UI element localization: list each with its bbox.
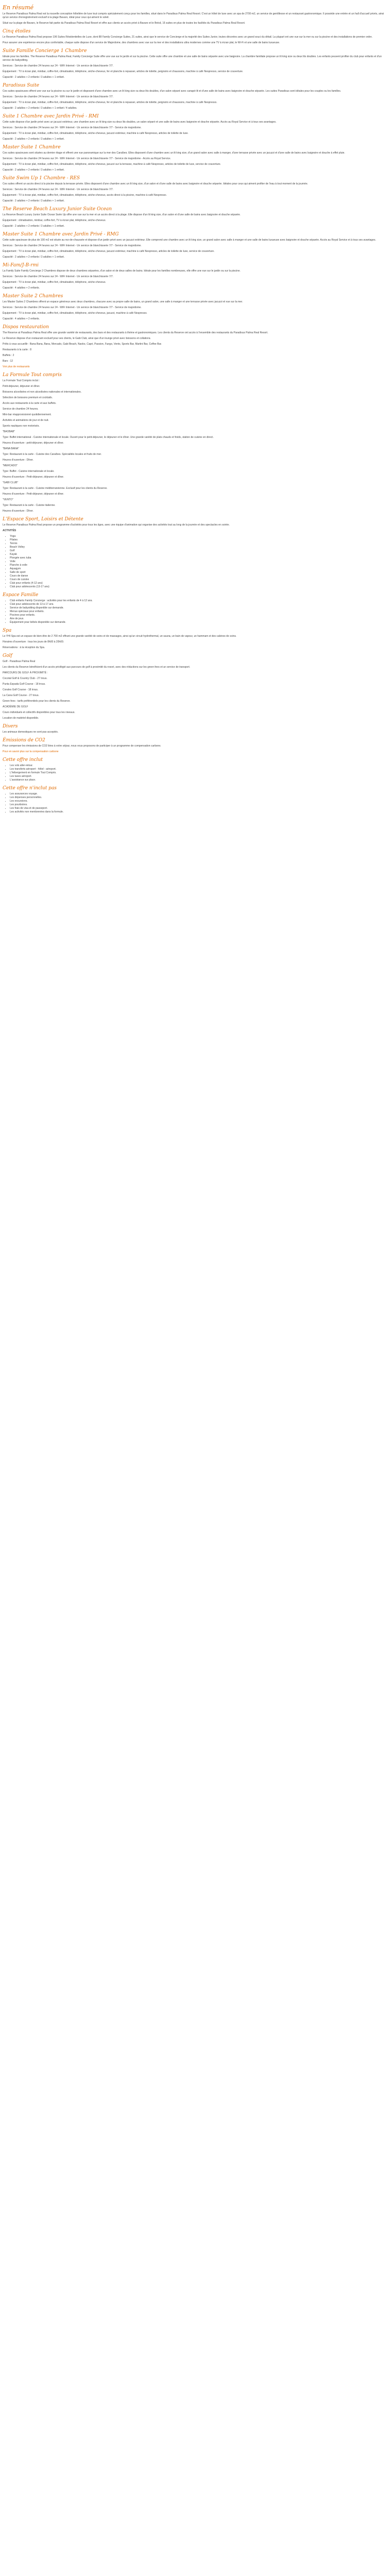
section-mi-fam-rmi: [3, 262, 388, 290]
list-item: • Club pour adolescents de 13 à 17 ans.: [10, 603, 388, 606]
section-paragraph: Équipement : climatisation, minibar, coffre-fort, TV à écran plat, téléphone, sèche-cheveux.: [3, 219, 106, 222]
list-item: • Salle de sport: [10, 571, 388, 574]
section-paragraph: Le YHI Spa est un espace de bien-être de 2 700 m2 offrant une grande variété de soins et de massages, ainsi qu'un circuit hydrothermal, un sauna, un bain de vapeur, un hammam et des cabines de soins.: [3, 635, 237, 638]
section-paragraph: ACADÉMIE DE GOLF: [3, 705, 28, 708]
section-suite-1-chambre-avec-jardin: [3, 113, 388, 141]
section-paragraph: Le Reserve Paradisus Palma Real est la nouvelle conception hôtelière de luxe tout compris spécialement conçu pour les familles, situé dans le Paradisus Palma Real Resort. C'est un hôtel de luxe avec un spa de 2700 m2, un service de gentillesse et un restaurant gastronomique. Il possède une entrée et un hall d'accueil privés, ainsi qu'un service d'enregistrement exclusif à la plage Bavaro, idéal pour ceux qui aiment le soleil.: [3, 12, 384, 19]
section-paragraph: Buffets : 2: [3, 354, 14, 357]
section-paragraph: Cocotal Golf & Country Club - 27 trous.: [3, 677, 47, 680]
more-info-link[interactable]: Pour en savoir plus sur la compensation carbone: [3, 750, 59, 753]
section-heading: Émissions de CO2: [3, 738, 45, 743]
section-heading: La Formule Tout compris: [3, 372, 62, 378]
section-paragraph: Les clients du Reserve bénéficient d'un accès privilégié aux parcours de golf à proximité du resort, avec des réductions sur les green fees et un service de transport.: [3, 666, 190, 669]
section-heading: Master Suite 1 Chambre avec Jardin Privé - RMG: [3, 232, 119, 237]
section-dispos-restauration: [3, 324, 388, 369]
section-paragraph: Services : Service de chambre 24 heures sur 24 - WiFi Internet - Un service de blanchisserie 7/7 - Service de majordome.: [3, 306, 142, 309]
list-item: • Cours de danse: [10, 574, 388, 578]
section-paragraph: Situé sur la plage de Bavaro, le Reserve fait partie du Paradisus Palma Real Resort et offre aux clients un accès privé à Bavaro et le Brésil, 15 suites en plus de toutes les facilités du Paradisus Palma Real Resort.: [3, 22, 246, 25]
section-paragraph: The Reserve at Paradisus Palma Real offre une grande variété de restaurants, des bars et des restaurants à thème et gastronomiques. Les clients du Reserve ont accès à l'ensemble des restaurants du Paradisus Palma Real Resort.: [3, 331, 268, 334]
section-paradisus-suite: [3, 82, 388, 110]
section-paragraph: Heures d'ouverture : Dîner.: [3, 459, 34, 462]
section-cette-offre-inclut: [3, 757, 388, 782]
section-paragraph: Service de chambre 24 heures.: [3, 408, 39, 411]
section-paragraph: PARCOURS DE GOLF À PROXIMITÉ :: [3, 671, 48, 674]
section-paragraph: Équipement : TV à écran plat, minibar, coffre-fort, climatisation, téléphone, sèche-cheveux, jacuzzi, machine à café Nespresso.: [3, 312, 148, 315]
section-paragraph: Punta Espada Golf Course - 18 trous.: [3, 683, 46, 686]
section-paragraph: La Family Suite Family Concierge 2 Chambres dispose de deux chambres séparées, d'un salon et de deux salles de bains. Idéale pour les familles nombreuses, elle offre une vue sur le jardin ou sur la piscine.: [3, 269, 241, 273]
section-heading: Suite Famille Concierge 1 Chambre: [3, 48, 87, 54]
section-divers: [3, 723, 388, 734]
section-heading: Espace Famille: [3, 592, 39, 598]
section-paragraph: Services : Service de chambre 24 heures sur 24 - WiFi Internet - Un service de blanchisserie 7/7.: [3, 64, 113, 67]
section-heading: Suite 1 Chambre avec Jardin Privé - RMI: [3, 114, 99, 119]
list-item: • Les excursions.: [10, 800, 388, 803]
bullet-list: [3, 535, 388, 589]
section-paragraph: Services : Service de chambre 24 heures sur 24 - WiFi Internet - Un service de blanchisserie 7/7.: [3, 188, 113, 191]
section-cette-offre-n-inclut-pas: [3, 785, 388, 814]
section-paragraph: Équipement : TV à écran plat, minibar, coffre-fort, climatisation, téléphone, sèche-cheveux, accès direct à la piscine, machine à café Nespresso.: [3, 194, 167, 197]
section-paragraph: Bars : 12: [3, 360, 13, 363]
section-paragraph: Le Reserve Paradisus Palma Real propose 196 Suites Résidentielles de Luxe, dont 88 Family Concierge Suites, 21 suites, ainsi que le service de Concierge et la majorité des Suites Junior, toutes décorées avec un grand souci du détail. La plupart ont une vue sur la mer ou sur la piscine et des installations de premier ordre.: [3, 36, 373, 39]
bullet-list: [3, 792, 388, 814]
section-heading: Cette offre n'inclut pas: [3, 786, 57, 791]
section-paragraph: La Reserve Beach Luxury Junior Suite Ocean Swim Up offre une vue sur la mer et un accès direct à la plage. Elle dispose d'un lit king size, d'un salon et d'une salle de bains avec baignoire et douche séparée.: [3, 213, 241, 216]
section-paragraph: Pour compenser les émissions de CO2 liées à votre séjour, nous vous proposons de participer à un programme de compensation carbone.: [3, 744, 161, 748]
section-paragraph: Équipement : TV à écran plat, minibar, coffre-fort, climatisation, téléphone, sèche-cheveux, fer et planche à repasser, articles de toilette, peignoirs et chaussons, machine à café Nespresso.: [3, 101, 217, 104]
section-heading: Spa: [3, 628, 12, 633]
section-paragraph: Heures d'ouverture : Petit-déjeuner, déjeuner et dîner.: [3, 476, 64, 479]
section-paragraph: Restaurants à la carte : 8: [3, 348, 31, 351]
section-en-resume: [3, 4, 388, 25]
page-content: [0, 0, 391, 817]
more-info-link[interactable]: Voir plus de restaurants: [3, 365, 30, 368]
list-item: • Plongée avec tuba: [10, 556, 388, 560]
bullet-list: [3, 764, 388, 782]
section-paragraph: La Formule Tout Compris inclut :: [3, 379, 40, 382]
section-paragraph: Cette suite dispose d'un jardin privé avec un jacuzzi extérieur, une chambre avec un lit king size ou deux lits doubles, un salon séparé et une salle de bains avec baignoire et douche séparée. Accès au Royal Service et à tous ses avantages.: [3, 121, 276, 124]
section-paragraph: Équipement : TV à écran plat, minibar, coffre-fort, climatisation, téléphone, sèche-cheveux, jacuzzi extérieur, machine à café Nespresso, articles de toilette de luxe, service de couverture.: [3, 250, 215, 253]
section-paragraph: Sports nautiques non motorisés.: [3, 425, 40, 428]
section-paragraph: Horaires d'ouverture : tous les jours de 8h00 à 20h00.: [3, 640, 64, 643]
section-paragraph: Capacité : 2 adultes + 2 enfants / 3 adultes + 1 enfant.: [3, 225, 65, 228]
list-item: • Golf: [10, 549, 388, 553]
section-paragraph: Services : Service de chambre 24 heures sur 24 - WiFi Internet - Un service de blanchisserie 7/7.: [3, 95, 113, 98]
list-item: • L'hébergement en formule Tout Compris.: [10, 771, 388, 775]
section-heading: Paradisus Suite: [3, 83, 40, 88]
list-item: • Aquagym: [10, 567, 388, 571]
section-paragraph: Équipement : TV à écran plat, minibar, coffre-fort, climatisation, téléphone, sèche-cheveux, fer et planche à repasser, articles de toilette, peignoirs et chaussons, machine à café Nespresso, service de couverture.: [3, 70, 243, 73]
bullet-list: [3, 599, 388, 624]
section-heading: Master Suite 2 Chambres: [3, 294, 63, 299]
section-paragraph: Idéale pour les familles. The Reserve Paradisus Palma Real, Family Concierge Suite offre une vue sur le jardin et sur la piscine. Cette suite offre une chambre et une salle de bains séparée avec une baignoire. La chambre familiale propose un lit king size ou deux lits doubles. Les enfants peuvent profiter du club pour enfants et d'un service de babysitting.: [3, 55, 382, 62]
list-item: • Club enfants Family Concierge : activités pour les enfants de 4 à 12 ans.: [10, 599, 388, 603]
list-item: • Menus spéciaux pour enfants.: [10, 610, 388, 614]
section-paragraph: Services : Service de chambre 24 heures sur 24 - WiFi Internet - Un service de blanchisserie 7/7 - Service de majordome - Accès au Royal Service.: [3, 157, 171, 160]
section-paragraph: Petit-déjeuner, déjeuner et dîner.: [3, 385, 40, 388]
section-paragraph: Heures d'ouverture : Dîner.: [3, 510, 34, 513]
list-item: • Les transferts aéroport - hôtel - aéroport.: [10, 768, 388, 771]
section-master-suite-2: [3, 293, 388, 321]
section-paragraph: Sélection de boissons premium et cocktails.: [3, 396, 53, 399]
section-paragraph: Cette suite spacieuse de plus de 100 m2 est située au rez-de-chaussée et dispose d'un jardin privé avec un jacuzzi extérieur. Elle comprend une chambre avec un lit king size, un grand salon avec salle à manger et une salle de bains luxueuse avec baignoire et douche séparée. Accès au Royal Service et à tous ses avantages.: [3, 239, 376, 242]
section-paragraph: Réservations : à la réception du Spa.: [3, 646, 45, 649]
list-item: • Les pourboires.: [10, 803, 388, 807]
section-paragraph: Services : Service de chambre 24 heures sur 24 - WiFi Internet - Un service de blanchisserie 7/7.: [3, 275, 113, 278]
list-item: • Cours de cuisine: [10, 578, 388, 582]
section-paragraph: Location de matériel disponible.: [3, 717, 39, 720]
list-item: • Club pour adolescents (13-17 ans): [10, 585, 388, 589]
section-paragraph: Le Reserve Paradisus Palma Real propose un programme d'activités pour tous les âges, avec une équipe d'animation qui organise des activités tout au long de la journée et des spectacles en soirée.: [3, 523, 230, 527]
section-paragraph: Type: Restaurant à la carte - Cuisine des Caraïbes. Spécialités locales et fruits de mer.: [3, 453, 102, 456]
section-paragraph: Les Master Suites 2 Chambres offrent un espace généreux avec deux chambres, chacune avec sa propre salle de bains, un grand salon, une salle à manger et une terrasse privée avec jacuzzi et vue sur la mer.: [3, 300, 243, 303]
section-cinq-etoiles: [3, 28, 388, 45]
list-item: • Voile: [10, 560, 388, 564]
section-paragraph: La Cana Golf Course - 27 trous.: [3, 694, 39, 697]
list-item: • Beach Volley: [10, 546, 388, 549]
section-paragraph: Type: Buffet international - Cuisine internationale et locale. Ouvert pour le petit-déjeuner, le déjeuner et le dîner. Une grande variété de plats chauds et froids, station de cuisine en direct.: [3, 436, 214, 439]
section-heading: L'Espace Sport, Loisirs et Détente: [3, 517, 84, 522]
section-paragraph: Type: Restaurant à la carte - Cuisine méditerranéenne. Exclusif pour les clients du Reserve.: [3, 487, 108, 490]
list-item: • Les dépenses personnelles.: [10, 796, 388, 800]
list-item: • Les vols aller-retour.: [10, 764, 388, 768]
section-spa: [3, 628, 388, 650]
section-paragraph: Golf - Paradisus Palma Real: [3, 660, 36, 663]
section-paragraph: Capacité : 4 adultes + 2 enfants.: [3, 317, 40, 320]
section-emissions: [3, 737, 388, 754]
section-master-suite-1: [3, 144, 388, 172]
section-reserve-beach-luxury-junior: [3, 206, 388, 228]
section-paragraph: Services : Service de chambre 24 heures sur 24 - WiFi Internet - Un service de blanchisserie 7/7 - Service de majordome.: [3, 244, 142, 247]
list-item: • Yoga: [10, 535, 388, 538]
list-item: • Équipement pour bébés disponible sur demande.: [10, 621, 388, 624]
list-item: • Tennis: [10, 542, 388, 546]
section-paragraph: Le Reserve dispose d'un restaurant exclusif pour ses clients, le Gabi Club, ainsi que d'un lounge privé avec boissons et collations.: [3, 337, 151, 340]
list-item: • Les frais de visa et de passeport.: [10, 807, 388, 810]
section-formule-tout-compris: [3, 372, 388, 428]
section-paragraph: Équipement : TV à écran plat, minibar, coffre-fort, climatisation, téléphone, sèche-cheveux, jacuzzi sur la terrasse, machine à café Nespresso, articles de toilette de luxe, service de couverture.: [3, 163, 221, 166]
section-paragraph: "VENTO": [3, 498, 13, 501]
section-heading: Cette offre inclut: [3, 757, 43, 762]
section-paragraph: Équipement : TV à écran plat, minibar, coffre-fort, climatisation, téléphone, sèche-cheveux.: [3, 281, 106, 284]
section-paragraph: Type: Restaurant à la carte - Cuisine italienne.: [3, 504, 56, 507]
list-item: • Planche à voile: [10, 564, 388, 567]
section-paragraph: "MERCADO": [3, 464, 18, 467]
section-paragraph: Ces suites offrent un accès direct à la piscine depuis la terrasse privée. Elles disposent d'une chambre avec un lit king size, d'un salon et d'une salle de bains avec baignoire et douche séparée. Idéales pour ceux qui aiment profiter de l'eau à tout moment de la journée.: [3, 182, 308, 185]
section-paragraph: "BAOBAB": [3, 430, 15, 433]
section-paragraph: Mini-bar réapprovisionné quotidiennement.: [3, 413, 52, 416]
list-title: ACTIVITÉS: [3, 529, 17, 532]
section-suite-swim-up-1: [3, 175, 388, 203]
section-heading: En résumé: [3, 4, 34, 11]
list-item: • Les assurances voyage.: [10, 792, 388, 796]
section-espace-sport: [3, 516, 388, 589]
section-paragraph: Capacité : 2 adultes + 2 enfants / 3 adultes + 1 enfant.: [3, 138, 65, 141]
list-item: • Club pour enfants (4-12 ans): [10, 582, 388, 585]
section-heading: Master Suite 1 Chambre: [3, 145, 61, 150]
section-heading: Golf: [3, 653, 12, 658]
section-paragraph: "GABI CLUB": [3, 481, 19, 484]
section-heading: Divers: [3, 724, 18, 729]
section-paragraph: Prêts à vous accueillir : Bana Bana, Bana, Mercado, Gabi Beach, Naoko, Capri, Passion, Fuego, Vento, Sports Bar, Martini Bar, Coffee Bar.: [3, 343, 162, 346]
section-paragraph: Capacité : 2 adultes + 2 enfants / 3 adultes + 1 enfant.: [3, 199, 65, 202]
section-paragraph: Heures d'ouverture : petit-déjeuner, déjeuner et dîner.: [3, 442, 64, 445]
section-heading: Cinq étoiles: [3, 29, 31, 34]
section-paragraph: Capacité : 2 adultes + 2 enfants / 3 adultes + 1 enfant / 4 adultes.: [3, 107, 77, 110]
section-paragraph: Pour assurer une expérience encore plus confortable, chaque suite dispose d'un service de Majordome, des chambres avec vue sur la mer et des installations ultra modernes comme une TV à écran plat, le Wi-Fi et une salle de bains luxueuse.: [3, 41, 280, 44]
list-item: • Kayak: [10, 553, 388, 556]
section-heading: Dispos restauration: [3, 325, 49, 330]
section-paragraph: "BANA BANA": [3, 447, 19, 450]
section-heading: Mi-Fam/J-B-rmi: [3, 263, 39, 268]
section-heading: Suite Swim Up 1 Chambre - RES: [3, 176, 80, 181]
section-paragraph: Services : Service de chambre 24 heures sur 24 - WiFi Internet - Un service de blanchisserie 7/7 - Service de majordome.: [3, 126, 142, 129]
section-paragraph: Équipement : TV à écran plat, minibar, coffre-fort, climatisation, téléphone, sèche-cheveux, jacuzzi extérieur, machine à café Nespresso, articles de toilette de luxe.: [3, 132, 189, 135]
section-paragraph: Cours individuels et collectifs disponibles pour tous les niveaux.: [3, 711, 75, 714]
list-item: • Pilates: [10, 538, 388, 542]
section-paragraph: Accès aux restaurants à la carte et aux buffets.: [3, 402, 57, 405]
list-item: • L'assistance sur place.: [10, 778, 388, 782]
section-paragraph: Ces suites spacieuses sont situées au dernier étage et offrent une vue panoramique sur la mer des Caraïbes. Elles disposent d'une chambre avec un lit king size, d'un grand salon avec salle à manger, d'une terrasse privée avec un jacuzzi et d'une salle de bains avec baignoire et douche à effet pluie.: [3, 151, 345, 155]
section-heading: The Reserve Beach Luxury Junior Suite Ocean: [3, 207, 112, 212]
section-paragraph: Les animaux domestiques ne sont pas acceptés.: [3, 731, 59, 734]
section-paragraph: Capacité : 4 adultes + 2 enfants.: [3, 286, 40, 290]
section-paragraph: Heures d'ouverture : Petit-déjeuner, déjeuner et dîner.: [3, 493, 64, 496]
section-espace-famille: [3, 592, 388, 624]
section-suite-famille-concierge-1: [3, 48, 388, 79]
list-item: • Les activités non mentionnées dans la formule.: [10, 810, 388, 814]
section-golf: [3, 653, 388, 720]
section-paragraph: Type: Buffet - Cuisine internationale et locale.: [3, 470, 55, 473]
section-paragraph: Corales Golf Course - 18 trous.: [3, 688, 39, 691]
section-paragraph: Ces suites spacieuses offrent une vue sur la piscine ou sur le jardin et disposent d'une chambre avec un lit king size ou deux lits doubles, d'un salon séparé avec canapé-lit et d'une salle de bains avec baignoire et douche séparée. Les suites Paradisus sont idéales pour les couples ou les familles.: [3, 90, 341, 93]
section-paragraph: Capacité : 2 adultes + 2 enfants / 3 adultes + 1 enfant.: [3, 76, 65, 79]
section-formule-details: [3, 430, 388, 513]
list-item: • Les taxes aéroport.: [10, 775, 388, 778]
list-item: • Aire de jeux.: [10, 617, 388, 621]
section-paragraph: Activités et animations de jour et de nuit.: [3, 419, 49, 422]
section-paragraph: Capacité : 2 adultes + 2 enfants / 3 adultes + 1 enfant.: [3, 256, 65, 259]
section-paragraph: Capacité : 2 adultes + 2 enfants / 3 adultes + 1 enfant.: [3, 168, 65, 172]
section-paragraph: Green fees : tarifs préférentiels pour les clients du Reserve.: [3, 700, 71, 703]
list-item: • Piscines pour enfants.: [10, 614, 388, 617]
section-master-suite-1-jardin: [3, 231, 388, 259]
section-paragraph: Boissons alcoolisées et non alcoolisées nationales et internationales.: [3, 391, 82, 394]
list-item: • Service de babysitting disponible sur demande.: [10, 606, 388, 610]
